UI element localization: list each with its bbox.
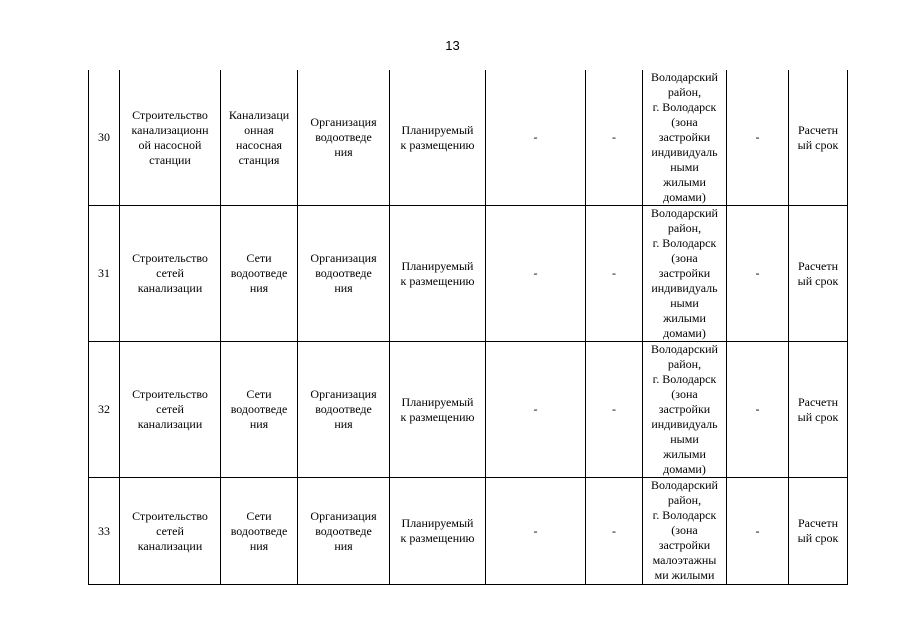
purpose-cell: Организация водоотведе ния bbox=[298, 342, 390, 478]
object-type-cell: Канализаци онная насосная станция bbox=[221, 70, 298, 206]
term-cell: Расчетн ый срок bbox=[789, 206, 848, 342]
table-row bbox=[89, 478, 848, 585]
location-cell: Володарский район, г. Володарск (зона застройки малоэтажны ми жилыми bbox=[643, 478, 727, 585]
dash-cell: - bbox=[586, 70, 643, 206]
status-cell: Планируемый к размещению bbox=[390, 206, 486, 342]
planned-objects-table bbox=[88, 70, 848, 585]
dash-cell: - bbox=[727, 70, 789, 206]
row-number-cell: 30 bbox=[89, 70, 120, 206]
object-type-cell: Сети водоотведе ния bbox=[221, 342, 298, 478]
term-cell: Расчетн ый срок bbox=[789, 478, 848, 585]
row-number-cell: 31 bbox=[89, 206, 120, 342]
purpose-cell: Организация водоотведе ния bbox=[298, 206, 390, 342]
location-cell: Володарский район, г. Володарск (зона застройки индивидуаль ными жилыми домами) bbox=[643, 342, 727, 478]
work-name-cell: Строительство сетей канализации bbox=[120, 206, 221, 342]
table-row bbox=[89, 70, 848, 206]
row-number-cell: 33 bbox=[89, 478, 120, 585]
dash-cell: - bbox=[727, 206, 789, 342]
object-type-cell: Сети водоотведе ния bbox=[221, 206, 298, 342]
status-cell: Планируемый к размещению bbox=[390, 70, 486, 206]
purpose-cell: Организация водоотведе ния bbox=[298, 478, 390, 585]
status-cell: Планируемый к размещению bbox=[390, 478, 486, 585]
table-row bbox=[89, 342, 848, 478]
row-number-cell: 32 bbox=[89, 342, 120, 478]
dash-cell: - bbox=[727, 342, 789, 478]
dash-cell: - bbox=[586, 206, 643, 342]
status-cell: Планируемый к размещению bbox=[390, 342, 486, 478]
work-name-cell: Строительство канализационн ой насосной станции bbox=[120, 70, 221, 206]
table-row bbox=[89, 206, 848, 342]
term-cell: Расчетн ый срок bbox=[789, 342, 848, 478]
dash-cell: - bbox=[586, 478, 643, 585]
location-cell: Володарский район, г. Володарск (зона застройки индивидуаль ными жилыми домами) bbox=[643, 70, 727, 206]
dash-cell: - bbox=[486, 342, 586, 478]
location-cell: Володарский район, г. Володарск (зона застройки индивидуаль ными жилыми домами) bbox=[643, 206, 727, 342]
dash-cell: - bbox=[727, 478, 789, 585]
work-name-cell: Строительство сетей канализации bbox=[120, 342, 221, 478]
term-cell: Расчетн ый срок bbox=[789, 70, 848, 206]
purpose-cell: Организация водоотведе ния bbox=[298, 70, 390, 206]
dash-cell: - bbox=[486, 70, 586, 206]
work-name-cell: Строительство сетей канализации bbox=[120, 478, 221, 585]
page-number: 13 bbox=[445, 38, 460, 53]
dash-cell: - bbox=[486, 478, 586, 585]
dash-cell: - bbox=[486, 206, 586, 342]
object-type-cell: Сети водоотведе ния bbox=[221, 478, 298, 585]
dash-cell: - bbox=[586, 342, 643, 478]
